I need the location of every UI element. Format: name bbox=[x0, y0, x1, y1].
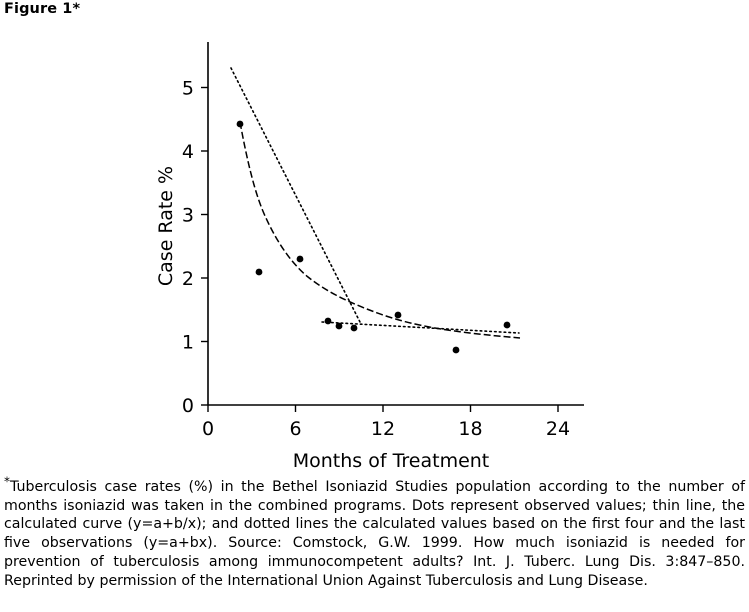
data-point bbox=[237, 121, 244, 128]
x-tick-label-12: 12 bbox=[370, 418, 396, 440]
data-point bbox=[395, 312, 402, 319]
y-tick-label-5: 5 bbox=[181, 77, 194, 100]
data-point bbox=[325, 318, 332, 325]
data-point bbox=[351, 325, 358, 332]
x-tick-label-6: 6 bbox=[289, 418, 302, 440]
y-axis-title: Case Rate % bbox=[155, 165, 177, 287]
y-tick-label-3: 3 bbox=[181, 204, 194, 227]
data-point bbox=[256, 269, 263, 276]
y-tick-label-0: 0 bbox=[181, 395, 194, 417]
observed-data-points bbox=[237, 121, 511, 354]
y-tick-label-4: 4 bbox=[181, 141, 194, 163]
calculated-curve-line bbox=[240, 122, 520, 338]
data-point bbox=[504, 322, 511, 329]
x-tick-label-24: 24 bbox=[545, 418, 571, 440]
data-point bbox=[453, 347, 460, 354]
figure-caption bbox=[4, 474, 745, 590]
y-axis-tick-labels bbox=[182, 78, 194, 418]
dotted-line-first-four bbox=[231, 68, 361, 324]
x-tick-label-18: 18 bbox=[458, 418, 483, 440]
data-point bbox=[297, 256, 304, 263]
figure-title: Figure 1* bbox=[4, 1, 81, 17]
x-tick-label-0: 0 bbox=[201, 418, 215, 440]
x-axis-title: Months of Treatment bbox=[292, 450, 490, 472]
y-tick-label-1: 1 bbox=[181, 331, 194, 354]
chart-container bbox=[0, 20, 749, 472]
y-tick-label-2: 2 bbox=[181, 268, 194, 290]
case-rate-scatter-chart bbox=[0, 20, 749, 472]
chart-axes bbox=[201, 42, 584, 412]
caption-marker: * bbox=[4, 474, 10, 489]
caption-text: Tuberculosis case rates (%) in the Bethel Isoniazid Studies population according to the number of months isoniazid was taken in the combined programs. Dots represent observed values; thin line, the calculated curve (y=a+b/x); and dotted lines the calculated values based on the first four and the last five observations (y=a+bx). Source: Comstock, G.W. 1999. How much isoniazid is needed for prevention of tuberculosis among immunocompetent adults? Int. J. Tuberc. Lung Dis. 3:847–850. Reprinted by permission of the International Union Against Tuberculosis and Lung Disease. bbox=[4, 479, 745, 589]
x-axis-tick-labels bbox=[202, 418, 570, 440]
data-point bbox=[336, 323, 343, 330]
